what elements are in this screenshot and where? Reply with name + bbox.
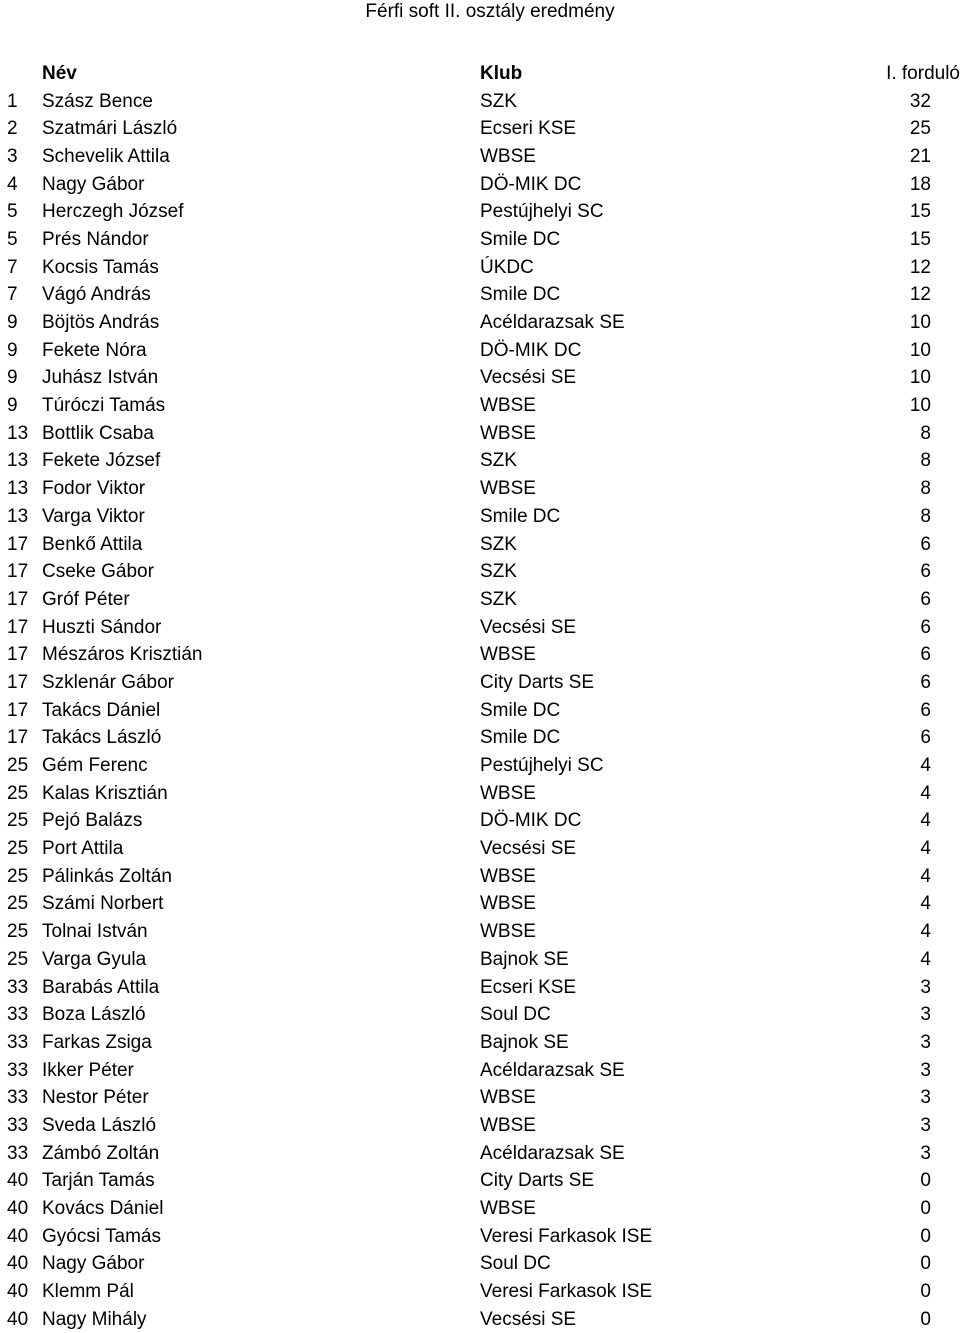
name-cell: Varga Viktor <box>42 503 145 531</box>
rank-cell: 25 <box>7 807 28 835</box>
name-cell: Szatmári László <box>42 115 177 143</box>
club-cell: Vecsési SE <box>480 835 576 863</box>
score-cell: 3 <box>920 974 931 1002</box>
name-cell: Fekete Nóra <box>42 337 147 365</box>
rank-cell: 5 <box>7 226 18 254</box>
rank-cell: 33 <box>7 1112 28 1140</box>
name-cell: Schevelik Attila <box>42 143 170 171</box>
club-cell: Soul DC <box>480 1250 551 1278</box>
score-cell: 6 <box>920 531 931 559</box>
club-cell: Veresi Farkasok ISE <box>480 1223 652 1251</box>
club-cell: WBSE <box>480 890 536 918</box>
club-cell: WBSE <box>480 392 536 420</box>
score-cell: 3 <box>920 1140 931 1168</box>
table-row <box>0 143 960 171</box>
table-row <box>0 586 960 614</box>
header-club: Klub <box>480 60 522 88</box>
rank-cell: 25 <box>7 918 28 946</box>
score-cell: 15 <box>910 226 931 254</box>
club-cell: WBSE <box>480 143 536 171</box>
name-cell: Benkő Attila <box>42 531 142 559</box>
table-row <box>0 1001 960 1029</box>
rank-cell: 25 <box>7 863 28 891</box>
rank-cell: 33 <box>7 1029 28 1057</box>
rank-cell: 40 <box>7 1223 28 1251</box>
rank-cell: 4 <box>7 171 18 199</box>
rank-cell: 2 <box>7 115 18 143</box>
score-cell: 25 <box>910 115 931 143</box>
score-cell: 4 <box>920 863 931 891</box>
rank-cell: 33 <box>7 1001 28 1029</box>
rank-cell: 13 <box>7 420 28 448</box>
rank-cell: 5 <box>7 198 18 226</box>
name-cell: Prés Nándor <box>42 226 149 254</box>
club-cell: Pestújhelyi SC <box>480 198 604 226</box>
rank-cell: 33 <box>7 1084 28 1112</box>
name-cell: Szász Bence <box>42 88 153 116</box>
score-cell: 4 <box>920 835 931 863</box>
club-cell: Ecseri KSE <box>480 974 576 1002</box>
table-row <box>0 364 960 392</box>
table-row <box>0 392 960 420</box>
table-row <box>0 1250 960 1278</box>
score-cell: 8 <box>920 475 931 503</box>
score-cell: 10 <box>910 337 931 365</box>
header-name: Név <box>42 60 77 88</box>
results-table <box>0 88 960 1333</box>
rank-cell: 25 <box>7 946 28 974</box>
table-row <box>0 724 960 752</box>
name-cell: Zámbó Zoltán <box>42 1140 159 1168</box>
name-cell: Gróf Péter <box>42 586 130 614</box>
club-cell: Vecsési SE <box>480 1306 576 1333</box>
club-cell: City Darts SE <box>480 669 594 697</box>
score-cell: 6 <box>920 724 931 752</box>
rank-cell: 17 <box>7 641 28 669</box>
club-cell: Bajnok SE <box>480 946 569 974</box>
name-cell: Gém Ferenc <box>42 752 148 780</box>
club-cell: WBSE <box>480 1195 536 1223</box>
score-cell: 4 <box>920 780 931 808</box>
table-row <box>0 115 960 143</box>
rank-cell: 25 <box>7 890 28 918</box>
table-row <box>0 337 960 365</box>
score-cell: 4 <box>920 752 931 780</box>
table-row <box>0 309 960 337</box>
score-cell: 21 <box>910 143 931 171</box>
table-row <box>0 890 960 918</box>
score-cell: 3 <box>920 1001 931 1029</box>
table-header <box>0 60 960 88</box>
table-row <box>0 1278 960 1306</box>
club-cell: Smile DC <box>480 697 560 725</box>
table-row <box>0 475 960 503</box>
club-cell: SZK <box>480 531 517 559</box>
name-cell: Port Attila <box>42 835 123 863</box>
score-cell: 6 <box>920 697 931 725</box>
rank-cell: 9 <box>7 309 18 337</box>
name-cell: Kalas Krisztián <box>42 780 168 808</box>
score-cell: 12 <box>910 254 931 282</box>
rank-cell: 33 <box>7 1057 28 1085</box>
rank-cell: 7 <box>7 254 18 282</box>
rank-cell: 40 <box>7 1278 28 1306</box>
table-row <box>0 1306 960 1333</box>
score-cell: 0 <box>920 1195 931 1223</box>
rank-cell: 9 <box>7 364 18 392</box>
club-cell: Smile DC <box>480 226 560 254</box>
club-cell: WBSE <box>480 420 536 448</box>
name-cell: Farkas Zsiga <box>42 1029 152 1057</box>
rank-cell: 17 <box>7 669 28 697</box>
table-row <box>0 1112 960 1140</box>
club-cell: DÖ-MIK DC <box>480 171 581 199</box>
name-cell: Herczegh József <box>42 198 184 226</box>
club-cell: WBSE <box>480 1084 536 1112</box>
name-cell: Túróczi Tamás <box>42 392 165 420</box>
table-row <box>0 254 960 282</box>
club-cell: WBSE <box>480 1112 536 1140</box>
header-round: I. forduló <box>886 60 960 88</box>
table-row <box>0 1057 960 1085</box>
name-cell: Vágó András <box>42 281 151 309</box>
score-cell: 32 <box>910 88 931 116</box>
score-cell: 3 <box>920 1029 931 1057</box>
score-cell: 6 <box>920 558 931 586</box>
rank-cell: 33 <box>7 1140 28 1168</box>
table-row <box>0 807 960 835</box>
rank-cell: 40 <box>7 1167 28 1195</box>
name-cell: Barabás Attila <box>42 974 159 1002</box>
rank-cell: 25 <box>7 780 28 808</box>
name-cell: Ikker Péter <box>42 1057 134 1085</box>
name-cell: Tarján Tamás <box>42 1167 155 1195</box>
score-cell: 0 <box>920 1278 931 1306</box>
club-cell: Acéldarazsak SE <box>480 309 625 337</box>
score-cell: 6 <box>920 614 931 642</box>
name-cell: Tolnai István <box>42 918 148 946</box>
score-cell: 12 <box>910 281 931 309</box>
score-cell: 4 <box>920 890 931 918</box>
table-row <box>0 1167 960 1195</box>
rank-cell: 13 <box>7 475 28 503</box>
rank-cell: 40 <box>7 1250 28 1278</box>
name-cell: Bottlik Csaba <box>42 420 154 448</box>
table-row <box>0 558 960 586</box>
name-cell: Cseke Gábor <box>42 558 154 586</box>
table-row <box>0 863 960 891</box>
score-cell: 4 <box>920 807 931 835</box>
name-cell: Varga Gyula <box>42 946 146 974</box>
name-cell: Fodor Viktor <box>42 475 145 503</box>
rank-cell: 17 <box>7 558 28 586</box>
club-cell: DÖ-MIK DC <box>480 337 581 365</box>
score-cell: 3 <box>920 1112 931 1140</box>
score-cell: 4 <box>920 946 931 974</box>
table-row <box>0 780 960 808</box>
table-row <box>0 226 960 254</box>
club-cell: Ecseri KSE <box>480 115 576 143</box>
rank-cell: 17 <box>7 724 28 752</box>
rank-cell: 17 <box>7 586 28 614</box>
rank-cell: 40 <box>7 1306 28 1333</box>
rank-cell: 13 <box>7 447 28 475</box>
score-cell: 18 <box>910 171 931 199</box>
club-cell: WBSE <box>480 641 536 669</box>
club-cell: SZK <box>480 558 517 586</box>
score-cell: 10 <box>910 364 931 392</box>
score-cell: 0 <box>920 1306 931 1333</box>
rank-cell: 1 <box>7 88 18 116</box>
club-cell: SZK <box>480 88 517 116</box>
table-row <box>0 697 960 725</box>
score-cell: 8 <box>920 420 931 448</box>
club-cell: DÖ-MIK DC <box>480 807 581 835</box>
name-cell: Gyócsi Tamás <box>42 1223 161 1251</box>
name-cell: Pálinkás Zoltán <box>42 863 172 891</box>
table-row <box>0 1140 960 1168</box>
club-cell: Acéldarazsak SE <box>480 1140 625 1168</box>
rank-cell: 33 <box>7 974 28 1002</box>
rank-cell: 9 <box>7 392 18 420</box>
table-row <box>0 1195 960 1223</box>
table-row <box>0 503 960 531</box>
name-cell: Sveda László <box>42 1112 156 1140</box>
name-cell: Juhász István <box>42 364 158 392</box>
name-cell: Nestor Péter <box>42 1084 149 1112</box>
club-cell: Smile DC <box>480 281 560 309</box>
club-cell: Smile DC <box>480 724 560 752</box>
club-cell: Acéldarazsak SE <box>480 1057 625 1085</box>
club-cell: Bajnok SE <box>480 1029 569 1057</box>
rank-cell: 3 <box>7 143 18 171</box>
score-cell: 0 <box>920 1250 931 1278</box>
table-row <box>0 1223 960 1251</box>
rank-cell: 9 <box>7 337 18 365</box>
table-row <box>0 447 960 475</box>
name-cell: Klemm Pál <box>42 1278 134 1306</box>
club-cell: SZK <box>480 447 517 475</box>
score-cell: 10 <box>910 309 931 337</box>
rank-cell: 17 <box>7 614 28 642</box>
table-row <box>0 1084 960 1112</box>
club-cell: SZK <box>480 586 517 614</box>
club-cell: City Darts SE <box>480 1167 594 1195</box>
name-cell: Nagy Mihály <box>42 1306 147 1333</box>
club-cell: Smile DC <box>480 503 560 531</box>
name-cell: Böjtös András <box>42 309 159 337</box>
score-cell: 6 <box>920 641 931 669</box>
name-cell: Nagy Gábor <box>42 1250 144 1278</box>
club-cell: WBSE <box>480 475 536 503</box>
table-row <box>0 171 960 199</box>
rank-cell: 7 <box>7 281 18 309</box>
club-cell: ÚKDC <box>480 254 534 282</box>
table-row <box>0 198 960 226</box>
score-cell: 3 <box>920 1057 931 1085</box>
club-cell: WBSE <box>480 918 536 946</box>
table-row <box>0 946 960 974</box>
name-cell: Számi Norbert <box>42 890 163 918</box>
rank-cell: 25 <box>7 835 28 863</box>
table-row <box>0 420 960 448</box>
name-cell: Kocsis Tamás <box>42 254 159 282</box>
name-cell: Takács Dániel <box>42 697 160 725</box>
score-cell: 6 <box>920 669 931 697</box>
table-row <box>0 974 960 1002</box>
table-row <box>0 752 960 780</box>
table-row <box>0 614 960 642</box>
rank-cell: 17 <box>7 697 28 725</box>
name-cell: Takács László <box>42 724 161 752</box>
name-cell: Pejó Balázs <box>42 807 142 835</box>
rank-cell: 25 <box>7 752 28 780</box>
score-cell: 3 <box>920 1084 931 1112</box>
club-cell: Vecsési SE <box>480 364 576 392</box>
table-row <box>0 281 960 309</box>
club-cell: WBSE <box>480 863 536 891</box>
table-row <box>0 918 960 946</box>
rank-cell: 13 <box>7 503 28 531</box>
name-cell: Kovács Dániel <box>42 1195 163 1223</box>
score-cell: 8 <box>920 503 931 531</box>
rank-cell: 40 <box>7 1195 28 1223</box>
score-cell: 4 <box>920 918 931 946</box>
table-row <box>0 1029 960 1057</box>
table-row <box>0 531 960 559</box>
name-cell: Boza László <box>42 1001 146 1029</box>
club-cell: Soul DC <box>480 1001 551 1029</box>
score-cell: 0 <box>920 1167 931 1195</box>
score-cell: 6 <box>920 586 931 614</box>
table-row <box>0 88 960 116</box>
club-cell: Pestújhelyi SC <box>480 752 604 780</box>
table-row <box>0 641 960 669</box>
club-cell: Veresi Farkasok ISE <box>480 1278 652 1306</box>
page-title: Férfi soft II. osztály eredmény <box>0 0 960 24</box>
score-cell: 15 <box>910 198 931 226</box>
name-cell: Nagy Gábor <box>42 171 144 199</box>
name-cell: Fekete József <box>42 447 160 475</box>
club-cell: WBSE <box>480 780 536 808</box>
name-cell: Huszti Sándor <box>42 614 161 642</box>
score-cell: 10 <box>910 392 931 420</box>
score-cell: 8 <box>920 447 931 475</box>
name-cell: Mészáros Krisztián <box>42 641 203 669</box>
score-cell: 0 <box>920 1223 931 1251</box>
name-cell: Szklenár Gábor <box>42 669 174 697</box>
table-row <box>0 835 960 863</box>
rank-cell: 17 <box>7 531 28 559</box>
club-cell: Vecsési SE <box>480 614 576 642</box>
table-row <box>0 669 960 697</box>
